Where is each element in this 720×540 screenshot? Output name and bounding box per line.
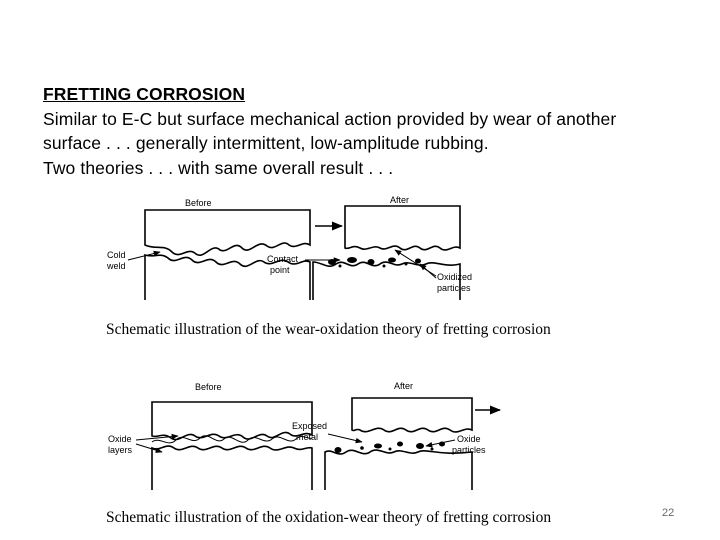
bottom-before-lower-block — [152, 446, 312, 490]
bottom-after-label: After — [394, 381, 414, 391]
exposed-metal-label-2: metal — [296, 432, 319, 442]
bottom-after-upper-block — [352, 398, 472, 432]
slide-text-block — [43, 82, 683, 180]
top-before-upper-block — [145, 210, 310, 255]
oxidized-particles-label-2: particles — [437, 283, 471, 293]
cold-weld-label-2: weld — [107, 261, 126, 271]
top-diagram — [106, 195, 551, 338]
body-line-3: Two theories . . . with same overall result . . . — [43, 157, 394, 178]
oxide-layers-label: Oxide — [108, 434, 132, 444]
exposed-metal-label: Exposed — [292, 421, 328, 431]
body-line-1: Similar to E-C but surface mechanical action provided by wear of another — [43, 108, 617, 129]
bottom-caption: Schematic illustration of the oxidation-wear theory of fretting corrosion — [106, 509, 552, 526]
contact-point-label: Contact — [267, 254, 299, 264]
oxide-particles-label-2: particles — [452, 445, 486, 455]
page-number: 22 — [662, 507, 675, 519]
bottom-before-upper-block — [152, 402, 312, 440]
top-after-label: After — [390, 195, 410, 205]
cold-weld-label: Cold — [107, 250, 126, 260]
top-after-upper-block — [345, 206, 460, 250]
top-caption: Schematic illustration of the wear-oxidation theory of fretting corrosion — [106, 321, 551, 338]
oxide-particles-label: Oxide — [457, 434, 481, 444]
top-before-label: Before — [185, 198, 212, 208]
oxide-layers-label-2: layers — [108, 445, 133, 455]
body-line-2: surface . . . generally intermittent, low-amplitude rubbing. — [43, 133, 489, 153]
contact-point-label-2: point — [270, 265, 290, 275]
bottom-after-lower-block — [325, 450, 472, 490]
oxidized-particles-label: Oxidized — [437, 272, 473, 282]
fretting-figure — [100, 190, 600, 530]
bottom-diagram — [106, 381, 551, 526]
slide-heading: FRETTING CORROSION — [43, 84, 246, 104]
bottom-before-label: Before — [195, 382, 222, 392]
